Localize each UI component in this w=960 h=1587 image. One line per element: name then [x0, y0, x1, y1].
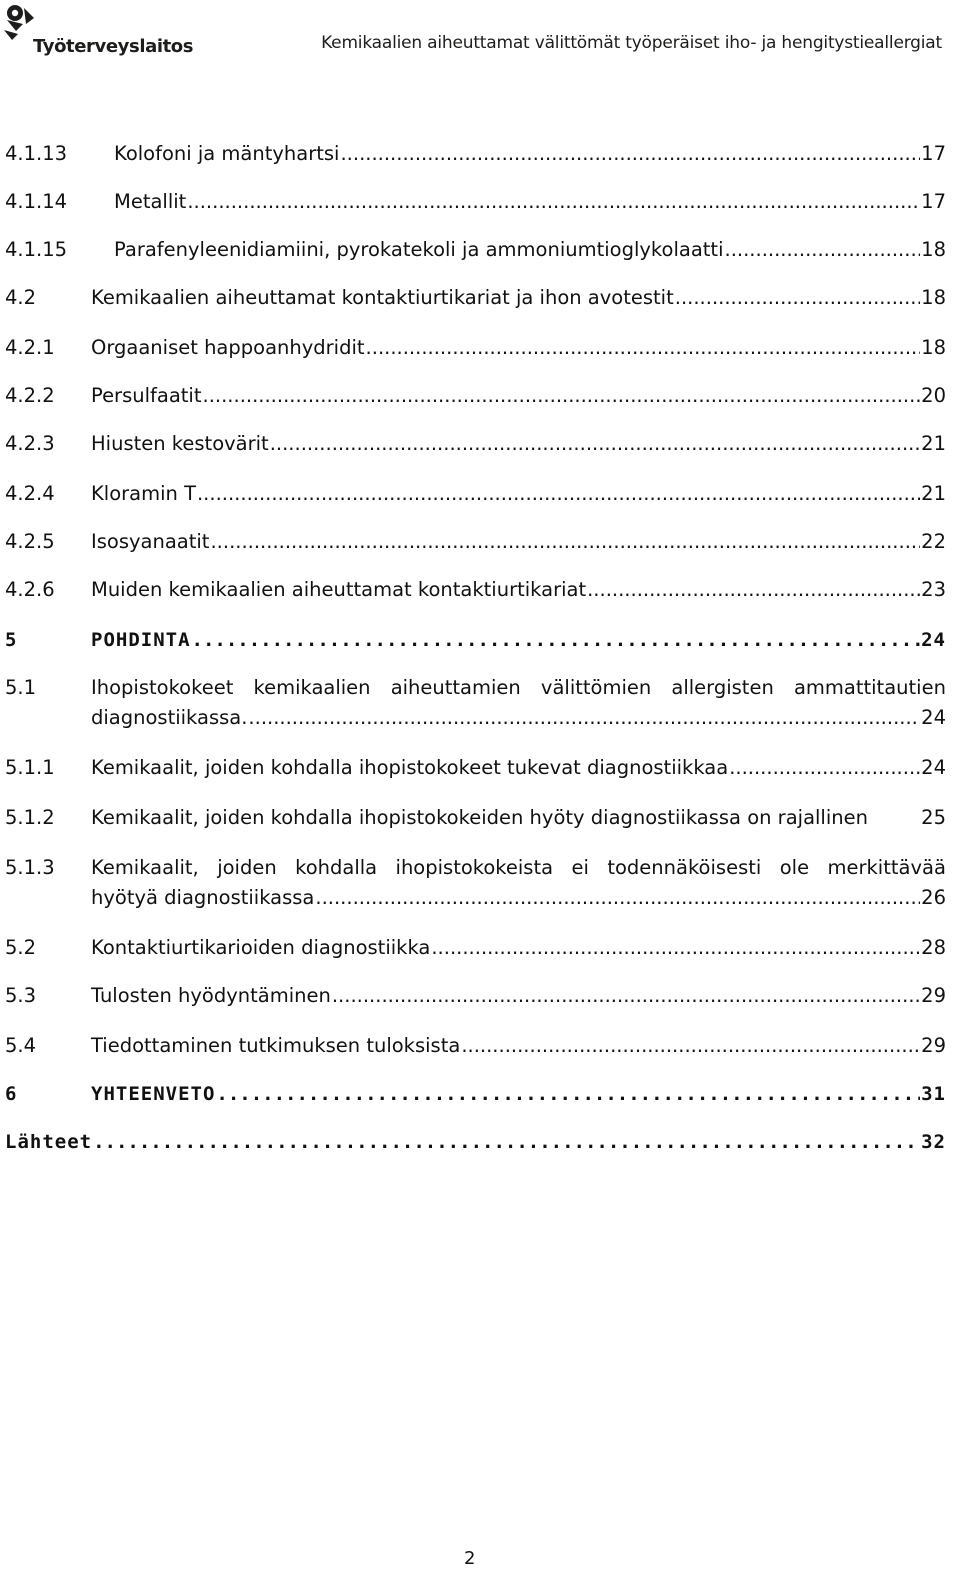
toc-page: 22: [921, 530, 946, 553]
toc-title-word: välittömien: [540, 676, 652, 699]
toc-number: 4.2.3: [5, 432, 55, 455]
toc-leader: [729, 756, 920, 780]
toc-title: Tiedottaminen tutkimuksen tuloksista: [91, 1034, 461, 1057]
toc-page: 24: [921, 756, 946, 779]
toc-title: Kontaktiurtikarioiden diagnostiikka: [91, 936, 431, 959]
toc-number: 4.1.13: [5, 142, 68, 165]
toc-number: 5: [5, 629, 18, 651]
toc-leader: [192, 628, 921, 652]
toc-title: Isosyanaatit: [91, 530, 210, 553]
toc-title-word: Ihopistokokeet: [91, 676, 234, 699]
toc-title: Kemikaalit, joiden kohdalla ihopistokokeet tukevat diagnostiikkaa: [91, 756, 729, 779]
toc-leader: [332, 984, 920, 1008]
toc-page: 20: [921, 384, 946, 407]
toc-title: Hiusten kestovärit: [91, 432, 269, 455]
toc-page: 24: [921, 629, 946, 651]
toc-title-line1: [91, 676, 946, 700]
toc-number: 5.1.3: [5, 856, 55, 879]
toc-page: 21: [921, 482, 946, 505]
toc-page: 28: [921, 936, 946, 959]
toc-leader: [461, 1034, 920, 1058]
toc-title-line1: [91, 856, 946, 880]
toc-page: 23: [921, 578, 946, 601]
toc-leader: [725, 238, 921, 262]
toc-title: YHTEENVETO: [91, 1083, 216, 1105]
toc-title-word: kemikaalien: [253, 676, 371, 699]
document-title: Kemikaalien aiheuttamat välittömät työperäiset iho- ja hengitystieallergiat: [321, 33, 942, 53]
toc-title: Kolofoni ja mäntyhartsi: [114, 142, 340, 165]
toc-title: Kemikaalit, joiden kohdalla ihopistokokeiden hyöty diagnostiikassa on rajallinen: [91, 806, 868, 829]
toc-number: 4.1.14: [5, 190, 68, 213]
toc-leader: [197, 482, 920, 506]
toc-leader: [203, 384, 921, 408]
toc-title-word: merkittävää: [827, 856, 946, 879]
toc-number: 5.1: [5, 676, 37, 699]
toc-number: 4.2.5: [5, 530, 55, 553]
toc-title: Kloramin T: [91, 482, 196, 505]
toc-number: 4.2.1: [5, 336, 55, 359]
toc-leader: [340, 142, 920, 166]
toc-number: 5.1.1: [5, 756, 55, 779]
toc-leader: [187, 190, 920, 214]
toc-page: 32: [921, 1131, 946, 1153]
toc-number: 4.1.15: [5, 238, 68, 261]
toc-title-word: Kemikaalit,: [91, 856, 199, 879]
toc-title-word: kohdalla: [295, 856, 378, 879]
toc-leader: [431, 936, 920, 960]
toc-title-word: ihopistokokeista: [395, 856, 554, 879]
toc-leader: [675, 286, 920, 310]
toc-page: 31: [921, 1083, 946, 1105]
toc-number: 5.1.2: [5, 806, 55, 829]
page-header: [0, 0, 960, 70]
toc-title: Lähteet: [5, 1131, 93, 1153]
toc-title-word: joiden: [217, 856, 277, 879]
toc-leader: [210, 530, 920, 554]
toc-leader: [248, 706, 920, 730]
toc-page: 17: [921, 190, 946, 213]
toc-page: 25: [921, 806, 946, 829]
toc-title-word: allergisten: [671, 676, 774, 699]
logo-text: Työterveyslaitos: [33, 36, 194, 57]
toc-page: 18: [921, 286, 946, 309]
toc-page: 21: [921, 432, 946, 455]
toc-leader: [587, 578, 920, 602]
toc-number: 4.2: [5, 286, 37, 309]
toc-leader: [216, 1082, 920, 1106]
toc-leader: [270, 432, 920, 456]
toc-title: diagnostiikassa.: [91, 706, 248, 729]
toc-number: 5.4: [5, 1034, 37, 1057]
toc-title: Tulosten hyödyntäminen: [91, 984, 331, 1007]
toc-title-word: ammattitautien: [793, 676, 946, 699]
toc-title: Kemikaalien aiheuttamat kontaktiurtikariat ja ihon avotestit: [91, 286, 674, 309]
toc-title: hyötyä diagnostiikassa: [91, 886, 315, 909]
toc-number: 5.2: [5, 936, 37, 959]
toc-page: 29: [921, 984, 946, 1007]
toc-leader: [315, 886, 920, 910]
toc-title: Parafenyleenidiamiini, pyrokatekoli ja ammoniumtioglykolaatti: [114, 238, 724, 261]
toc-number: 4.2.4: [5, 482, 55, 505]
toc-title-word: ole: [779, 856, 810, 879]
toc-title-word: ei: [571, 856, 589, 879]
toc-leader: [93, 1130, 920, 1154]
toc-page: 29: [921, 1034, 946, 1057]
toc-title: Persulfaatit: [91, 384, 202, 407]
toc-page: 18: [921, 336, 946, 359]
toc-title: Metallit: [114, 190, 187, 213]
page-number: 2: [464, 1548, 476, 1569]
toc-number: 6: [5, 1083, 18, 1105]
toc-leader: [366, 336, 921, 360]
toc-title-word: aiheuttamien: [390, 676, 521, 699]
toc-page: 18: [921, 238, 946, 261]
toc-number: 4.2.2: [5, 384, 55, 407]
toc-page: 17: [921, 142, 946, 165]
toc-page: 24: [921, 706, 946, 729]
toc-number: 5.3: [5, 984, 37, 1007]
toc-title: POHDINTA: [91, 629, 191, 651]
toc-title: Muiden kemikaalien aiheuttamat kontaktiurtikariat: [91, 578, 587, 601]
toc-number: 4.2.6: [5, 578, 55, 601]
toc-page: 26: [921, 886, 946, 909]
toc-title: Orgaaniset happoanhydridit: [91, 336, 365, 359]
toc-title-word: todennäköisesti: [607, 856, 762, 879]
